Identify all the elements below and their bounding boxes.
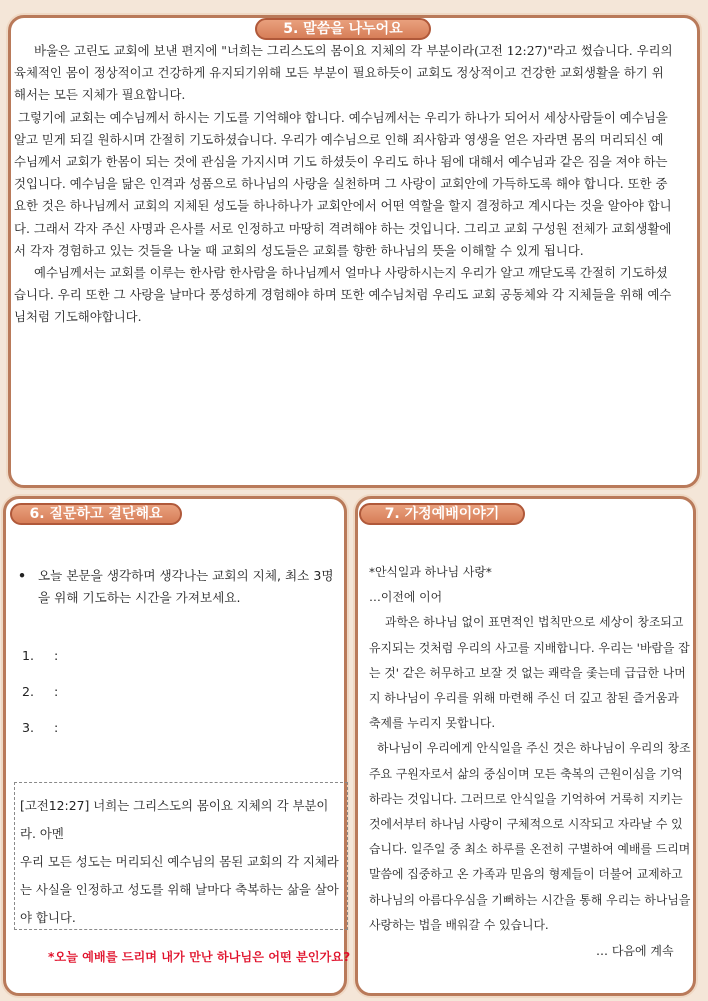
continued-note: … 다음에 계속 <box>596 944 674 958</box>
section-5-paragraph-3: 예수님께서는 교회를 이루는 한사람 한사람을 하나님께서 얼마나 사랑하시는지 우리가 알고 깨닫도록 간절히 기도하셨습니다. 우리 또한 그 사랑을 날마다 풍성하게 경험해야 하며 또한 예수님처럼 우리도 교회 공동체와 각 지체들을 위해 예수님처럼 기도해야합니다. <box>14 265 672 325</box>
answer-line-1[interactable] <box>22 648 58 663</box>
verse-application: 우리 모든 성도는 머리되신 예수님의 몸된 교회의 각 지체라는 사실을 인정하고 성도를 위해 날마다 축복하는 삶을 살아야 합니다. <box>20 854 339 925</box>
answer-line-2[interactable] <box>22 684 58 699</box>
answer-colon: : <box>54 648 59 663</box>
worship-question: *오늘 예배를 드리며 내가 만난 하나님은 어떤 분인가요? <box>48 950 351 964</box>
section-5-body <box>14 40 674 329</box>
section-6-title: 6. 질문하고 결단해요 <box>10 503 182 525</box>
story-paragraph-2: 하나님이 우리에게 안식일을 주신 것은 하나님이 우리의 창조주요 구원자로서 삶의 중심이며 모든 축복의 근원이심을 기억하라는 것입니다. 그러므로 안식일을 기억하여 거룩히 지키는 것에서부터 하나님 사랑이 구체적으로 시작되고 자라날 수 있습니다. 일주일 중 최소 하루를 온전히 구별하여 예배를 드리며 말씀에 집중하고 온 가족과 믿음의 형제들이 더불어 교제하고 하나님의 아름다우심을 기뻐하는 시간을 통해 우리는 하나님을 사랑하는 법을 배워갈 수 있습니다. <box>369 741 691 932</box>
question-text: 오늘 본문을 생각하며 생각나는 교회의 지체, 최소 3명을 위해 기도하는 시간을 가져보세요. <box>38 568 334 605</box>
story-paragraph-1: 과학은 하나님 없이 표면적인 법칙만으로 세상이 창조되고 유지되는 것처럼 우리의 사고를 지배합니다. 우리는 '바람을 잡는 것' 같은 허무하고 보잘 것 없는 쾌락을 좇는데 급급한 나머지 하나님이 우리를 위해 마련해 주신 더 깊고 참된 즐거움과 축제를 누리지 못합니다. <box>369 615 690 731</box>
story-prev-note: …이전에 이어 <box>369 590 443 605</box>
answer-number: 2. <box>22 684 35 699</box>
answer-number: 3. <box>22 720 35 735</box>
section-5-title: 5. 말씀을 나누어요 <box>255 18 431 40</box>
verse-reference: [고전12:27] 너희는 그리스도의 몸이요 지체의 각 부분이라. 아멘 <box>20 798 329 841</box>
story-heading: *안식일과 하나님 사랑* <box>369 565 492 579</box>
answer-line-3[interactable] <box>22 720 58 735</box>
reflection-question <box>18 565 344 609</box>
family-worship-story <box>369 560 691 938</box>
answer-colon: : <box>54 684 59 699</box>
section-7-title: 7. 가정예배이야기 <box>359 503 525 525</box>
section-5-paragraph-1: 바울은 고린도 교회에 보낸 편지에 "너희는 그리스도의 몸이요 지체의 각 부분이라(고전 12:27)"라고 썼습니다. 우리의 육체적인 몸이 정상적이고 건강하게 유지되기위해 모든 부분이 필요하듯이 교회도 정상적이고 건강한 교회생활을 하기 위해서는 모든 지체가 필요합니다. <box>14 43 673 103</box>
bullet-icon: • <box>18 568 27 583</box>
answer-number: 1. <box>22 648 35 663</box>
section-5-paragraph-2: 그렇기에 교회는 예수님께서 하시는 기도를 기억해야 합니다. 예수님께서는 우리가 하나가 되어서 세상사람들이 예수님을 알고 믿게 되길 원하시며 간절히 기도하셨습니다. 우리가 예수님으로 인해 죄사함과 영생을 얻은 자라면 몸의 머리되신 예수님께서 교회가 한몸이 되는 것에 관심을 가지시며 기도 하셨듯이 우리도 하나 됨에 대해서 예수님과 같은 짐을 져야 하는 것입니다. 예수님을 닮은 인격과 성품으로 하나님의 사랑을 실천하며 그 사랑이 교회안에 가득하도록 해야 합니다. 또한 중요한 것은 하나님께서 교회의 지체된 성도들 하나하나가 교회안에서 어떤 역할을 할지 결정하고 계시다는 것을 알아야 합니다. 그래서 각자 주신 사명과 은사를 서로 인정하고 마땅히 격려해야 하는 것입니다. 그리고 교회 구성원 전체가 교회생활에서 각자 경험하고 있는 것들을 나눌 때 교회의 성도들은 교회를 향한 하나님의 뜻을 이해할 수 있게 됩니다. <box>14 109 672 258</box>
answer-colon: : <box>54 720 59 735</box>
verse-content <box>20 792 340 932</box>
